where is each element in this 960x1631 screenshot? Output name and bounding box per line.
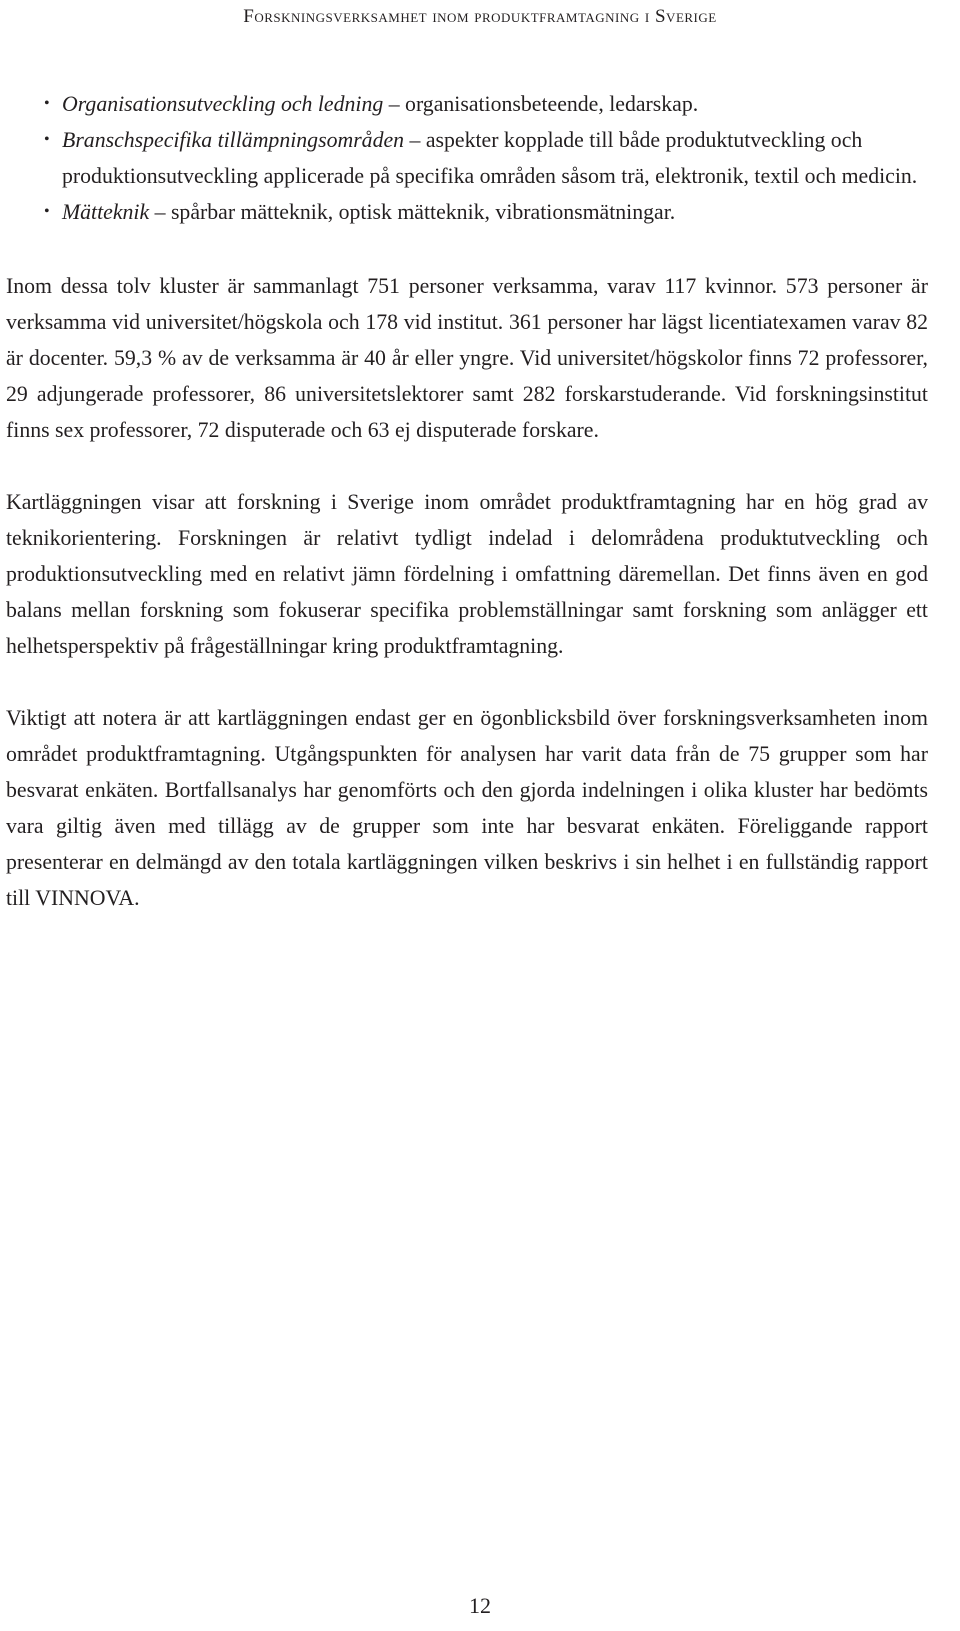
page-body <box>6 86 928 952</box>
bullet-term: Mätteknik <box>62 200 150 224</box>
paragraph-survey-notes: Viktigt att notera är att kartläggningen endast ger en ögonblicksbild över forskningsverksamheten inom området produktframtagning. Utgångspunkten för analysen har varit data från de 75 grupper som har besvarat enkäten. Bortfallsanalys har genomförts och den gjorda indelningen i olika kluster har bedömts vara giltig även med tillägg av de grupper som inte har besvarat enkäten. Föreliggande rapport presenterar en delmängd av den totala kartläggningen vilken beskrivs i sin helhet i en fullständig rapport till VINNOVA. <box>6 706 928 910</box>
bullet-item <box>6 122 928 194</box>
bullet-term: Branschspecifika tillämpningsområden <box>62 128 405 152</box>
bullet-term: Organisationsutveckling och ledning <box>62 92 384 116</box>
bullet-dot-icon: • <box>44 131 50 148</box>
cluster-bullet-list <box>6 86 928 230</box>
bullet-dot-icon: • <box>44 95 50 112</box>
bullet-text: spårbar mätteknik, optisk mätteknik, vibrationsmätningar. <box>170 200 676 224</box>
page-number: 12 <box>469 1593 491 1618</box>
bullet-dot-icon: • <box>44 203 50 220</box>
running-head-title: Forskningsverksamhet inom produktframtagning i Sverige <box>243 6 717 27</box>
paragraph-research-orientation: Kartläggningen visar att forskning i Sverige inom området produktframtagning har en hög grad av teknikorientering. Forskningen är relativt tydligt indelad i delområdena produktutveckling och produktionsutveckling med en relativt jämn fördelning i omfattning däremellan. Det finns även en god balans mellan forskning som fokuserar specifika problemställningar samt forskning som anlägger ett helhetsperspektiv på frågeställningar kring produktframtagning. <box>6 490 928 658</box>
bullet-dash: – <box>383 92 406 116</box>
bullet-text: organisationsbeteende, ledarskap. <box>405 92 699 116</box>
bullet-text: aspekter kopplade till både produktutveckling och produktionsutveckling applicerade på specifika områden såsom trä, elektronik, textil och medicin. <box>62 128 918 188</box>
bullet-dash: – <box>404 128 426 152</box>
paragraph-personnel-stats: Inom dessa tolv kluster är sammanlagt 751 personer verksamma, varav 117 kvinnor. 573 personer är verksamma vid universitet/högskola och 178 vid institut. 361 personer har lägst licentiatexamen varav 82 är docenter. 59,3 % av de verksamma är 40 år eller yngre. Vid universitet/högskolor finns 72 professorer, 29 adjungerade professorer, 86 universitetslektorer samt 282 forskarstuderande. Vid forskningsinstitut finns sex professorer, 72 disputerade och 63 ej disputerade forskare. <box>6 274 928 442</box>
bullet-item <box>6 86 928 122</box>
bullet-item <box>6 194 928 230</box>
bullet-dash: – <box>149 200 171 224</box>
